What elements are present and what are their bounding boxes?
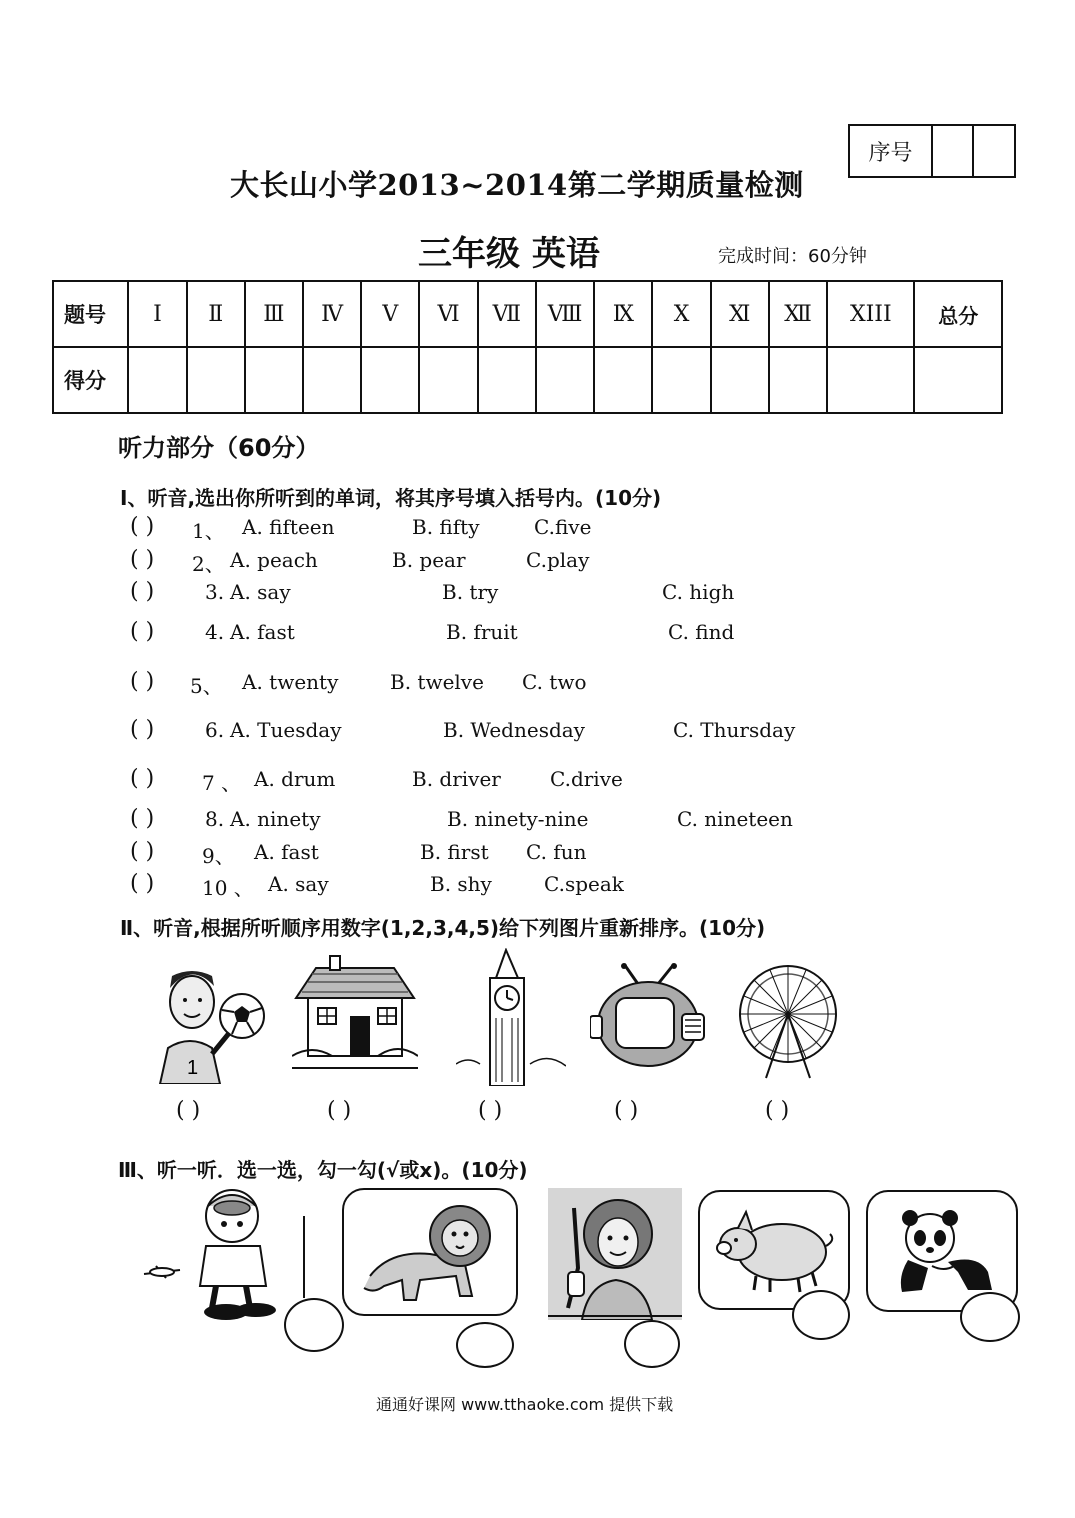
col-7: Ⅶ: [478, 281, 536, 347]
option-b: B. shy: [430, 872, 492, 896]
footer-source: 通通好课网 www.tthaoke.com 提供下载: [376, 1395, 674, 1414]
order-paren-1[interactable]: ( ): [176, 1098, 201, 1123]
option-a: A. say: [268, 872, 329, 896]
house-picture: [292, 952, 418, 1070]
option-c: C.play: [526, 548, 590, 572]
item-number: 1、: [192, 519, 225, 543]
answer-paren[interactable]: ( ): [130, 619, 155, 644]
score-cell[interactable]: [128, 347, 186, 413]
answer-paren[interactable]: ( ): [130, 806, 155, 831]
order-paren-5[interactable]: ( ): [765, 1098, 790, 1123]
col-10: Ⅹ: [652, 281, 710, 347]
clock-tower-picture: [456, 948, 566, 1086]
option-b: B. Wednesday: [443, 718, 585, 742]
score-table: [52, 280, 1003, 414]
panda-picture: [888, 1206, 1000, 1298]
answer-circle-5[interactable]: [960, 1292, 1020, 1342]
pig-picture: [716, 1206, 836, 1294]
score-cell[interactable]: [303, 347, 361, 413]
answer-paren[interactable]: ( ): [130, 579, 155, 604]
item-number: 7 、: [202, 771, 242, 795]
score-cell[interactable]: [769, 347, 827, 413]
answer-circle-1[interactable]: [284, 1298, 344, 1352]
col-13: XIII: [827, 281, 914, 347]
option-b: B. first: [420, 840, 489, 864]
order-paren-2[interactable]: ( ): [327, 1098, 352, 1123]
woman-picture: [548, 1188, 682, 1320]
score-cell[interactable]: [361, 347, 419, 413]
col-5: Ⅴ: [361, 281, 419, 347]
item-number: 5、: [190, 674, 223, 698]
option-a: A. peach: [230, 548, 318, 572]
option-b: B. twelve: [390, 670, 484, 694]
item-number: 2、: [192, 552, 225, 576]
option-a: A. Tuesday: [230, 718, 342, 742]
option-b: B. fruit: [446, 620, 518, 644]
question-2-title: Ⅱ、听音,根据所听顺序用数字(1,2,3,4,5)给下列图片重新排序。(10分): [120, 916, 766, 940]
col-2: Ⅱ: [187, 281, 245, 347]
col-3: Ⅲ: [245, 281, 303, 347]
exam-title: 大长山小学2013~2014第二学期质量检测: [230, 168, 804, 202]
option-b: B. fifty: [412, 515, 480, 539]
option-c: C. high: [662, 580, 735, 604]
item-number: 10 、: [202, 876, 254, 900]
total-header: 总分: [914, 281, 1002, 347]
total-score-cell[interactable]: [914, 347, 1002, 413]
col-6: Ⅵ: [419, 281, 477, 347]
score-cell[interactable]: [652, 347, 710, 413]
answer-paren[interactable]: ( ): [130, 839, 155, 864]
col-11: Ⅺ: [711, 281, 769, 347]
order-paren-4[interactable]: ( ): [614, 1098, 639, 1123]
order-paren-3[interactable]: ( ): [478, 1098, 503, 1123]
television-picture: [590, 962, 706, 1078]
option-a: A. fast: [254, 840, 319, 864]
item-number: 4.: [205, 620, 225, 644]
option-a: A. fifteen: [242, 515, 335, 539]
option-a: A. fast: [230, 620, 295, 644]
col-1: Ⅰ: [128, 281, 186, 347]
answer-paren[interactable]: ( ): [130, 669, 155, 694]
serial-number-box: [848, 124, 1016, 178]
score-cell[interactable]: [187, 347, 245, 413]
col-8: Ⅷ: [536, 281, 594, 347]
answer-paren[interactable]: ( ): [130, 766, 155, 791]
col-12: Ⅻ: [769, 281, 827, 347]
option-b: B. driver: [412, 767, 501, 791]
exam-subtitle: 三年级 英语: [418, 234, 600, 274]
score-header: 得分: [53, 347, 128, 413]
question-number-header: 题号: [53, 281, 128, 347]
item-number: 8.: [205, 807, 225, 831]
score-cell[interactable]: [245, 347, 303, 413]
option-c: C. Thursday: [673, 718, 796, 742]
option-c: C. fun: [526, 840, 587, 864]
answer-circle-2[interactable]: [456, 1322, 514, 1368]
col-9: Ⅸ: [594, 281, 652, 347]
jersey-number: 1: [187, 1057, 199, 1079]
option-b: B. ninety-nine: [447, 807, 589, 831]
item-number: 9、: [202, 844, 235, 868]
score-cell[interactable]: [827, 347, 914, 413]
answer-paren[interactable]: ( ): [130, 871, 155, 896]
col-4: Ⅳ: [303, 281, 361, 347]
option-a: A. say: [230, 580, 291, 604]
listening-section-header: 听力部分（60分）: [118, 434, 320, 462]
option-c: C. find: [668, 620, 735, 644]
answer-paren[interactable]: ( ): [130, 717, 155, 742]
question-3-title: Ⅲ、听一听．选一选，勾一勾(√或x)。(10分): [118, 1158, 528, 1182]
item-number: 3.: [205, 580, 225, 604]
answer-paren[interactable]: ( ): [130, 514, 155, 539]
answer-circle-3[interactable]: [624, 1320, 680, 1368]
ferris-wheel-picture: [736, 956, 840, 1080]
exam-duration: 完成时间：60分钟: [718, 246, 867, 267]
question-1-title: Ⅰ、听音,选出你所听到的单词，将其序号填入括号内。(10分): [120, 486, 662, 510]
score-cell[interactable]: [478, 347, 536, 413]
option-b: B. pear: [392, 548, 466, 572]
score-cell[interactable]: [536, 347, 594, 413]
option-c: C.five: [534, 515, 592, 539]
option-b: B. try: [442, 580, 499, 604]
score-cell[interactable]: [711, 347, 769, 413]
option-a: A. drum: [254, 767, 336, 791]
option-c: C. nineteen: [677, 807, 793, 831]
boy-with-football-picture: [150, 962, 268, 1084]
score-table-header-row: [53, 281, 1002, 347]
option-a: A. twenty: [242, 670, 339, 694]
score-cell[interactable]: [594, 347, 652, 413]
score-cell[interactable]: [419, 347, 477, 413]
pilot-picture: [136, 1186, 312, 1322]
answer-circle-4[interactable]: [792, 1290, 850, 1340]
score-table-score-row: [53, 347, 1002, 413]
lion-picture: [360, 1200, 500, 1306]
serial-cell-1[interactable]: [933, 126, 974, 176]
answer-paren[interactable]: ( ): [130, 547, 155, 572]
item-number: 6.: [205, 718, 225, 742]
option-a: A. ninety: [230, 807, 321, 831]
option-c: C.speak: [544, 872, 624, 896]
serial-label: 序号: [850, 126, 933, 176]
option-c: C. two: [522, 670, 587, 694]
serial-cell-2[interactable]: [974, 126, 1014, 176]
option-c: C.drive: [550, 767, 623, 791]
